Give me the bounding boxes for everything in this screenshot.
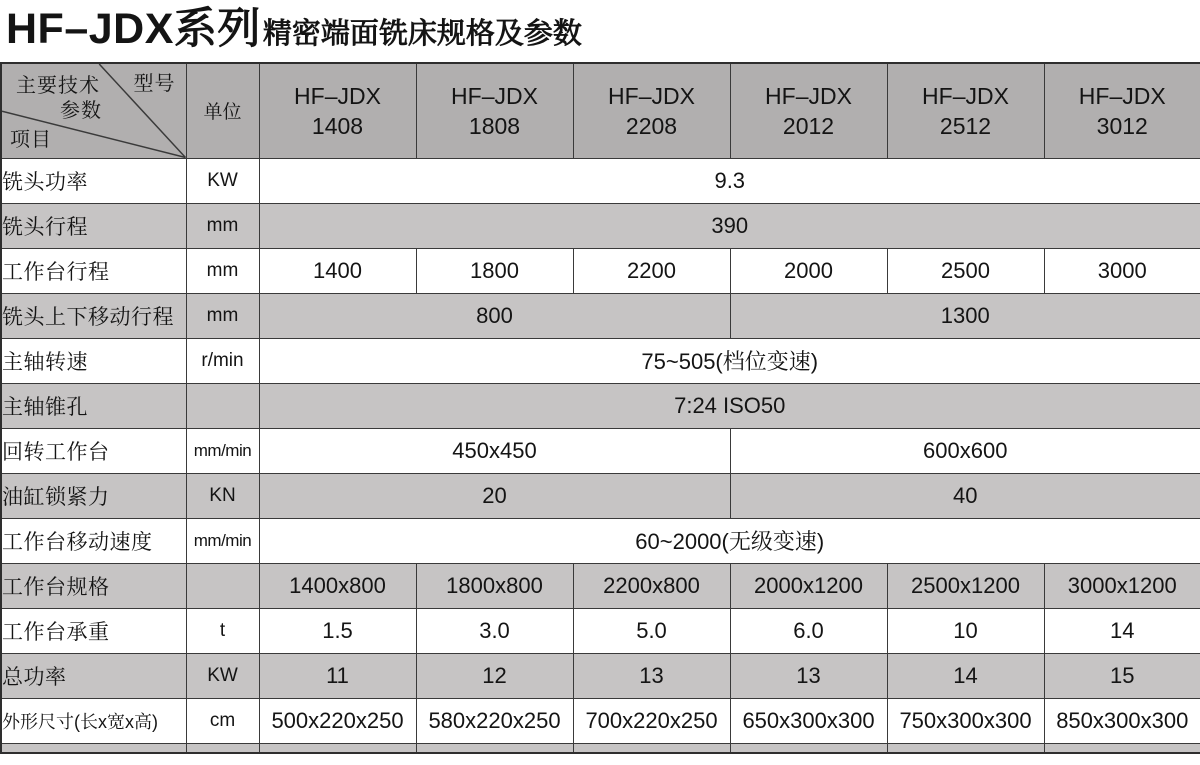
value-cell: 2200x800: [573, 563, 730, 608]
unit-cell: t: [186, 608, 259, 653]
value-cell: 390: [259, 203, 1200, 248]
table-row-rotary-table: [1, 428, 1200, 473]
model-name: HF–JDX: [1078, 82, 1166, 109]
unit-cell: mm: [186, 293, 259, 338]
model-header-1808: [416, 63, 573, 158]
row-label: 工作台规格: [1, 563, 186, 608]
cutoff-cell: [186, 743, 259, 753]
unit-cell: [186, 383, 259, 428]
row-label: 工作台承重: [1, 608, 186, 653]
row-label: 工作台移动速度: [1, 518, 186, 563]
value-cell: 12: [416, 653, 573, 698]
page-subtitle: 精密端面铣床规格及参数: [262, 18, 582, 50]
value-cell: 1.5: [259, 608, 416, 653]
cutoff-cell: [730, 743, 887, 753]
cutoff-cell: [1044, 743, 1200, 753]
unit-cell: mm: [186, 203, 259, 248]
value-cell: 9.3: [259, 158, 1200, 203]
value-cell: 2000x1200: [730, 563, 887, 608]
row-label: 铣头行程: [1, 203, 186, 248]
unit-cell: KN: [186, 473, 259, 518]
model-header-1408: [259, 63, 416, 158]
model-name: HF–JDX: [451, 82, 538, 109]
model-name: HF–JDX: [608, 82, 695, 109]
page-title-bar: [6, 0, 582, 60]
value-cell: 60~2000(无级变速): [259, 518, 1200, 563]
value-cell: 20: [259, 473, 730, 518]
value-cell: 850x300x300: [1044, 698, 1200, 743]
value-cell: 580x220x250: [416, 698, 573, 743]
unit-cell: mm/min: [186, 428, 259, 473]
table-row-spindle-speed: [1, 338, 1200, 383]
corner-label-tech-params-2: 参数: [60, 100, 102, 122]
table-row-table-feed-speed: [1, 518, 1200, 563]
model-code: 1408: [311, 112, 364, 139]
value-cell: 1400: [259, 248, 416, 293]
value-cell: 2500x1200: [887, 563, 1044, 608]
unit-column-header: 单位: [186, 63, 259, 158]
model-name: HF–JDX: [765, 82, 852, 109]
model-header-2512: [887, 63, 1044, 158]
unit-cell: KW: [186, 158, 259, 203]
value-cell: 10: [887, 608, 1044, 653]
cutoff-cell: [573, 743, 730, 753]
unit-cell: [186, 563, 259, 608]
value-cell: 3000x1200: [1044, 563, 1200, 608]
value-cell: 750x300x300: [887, 698, 1044, 743]
table-row-overall-dimensions: [1, 698, 1200, 743]
value-cell: 2000: [730, 248, 887, 293]
row-label: 外形尺寸(长x宽x高): [1, 698, 186, 743]
unit-cell: mm/min: [186, 518, 259, 563]
value-cell: 600x600: [730, 428, 1200, 473]
value-cell: 700x220x250: [573, 698, 730, 743]
corner-label-tech-params-1: 主要技术: [16, 75, 100, 97]
row-label: 回转工作台: [1, 428, 186, 473]
model-header-2012: [730, 63, 887, 158]
value-cell: 6.0: [730, 608, 887, 653]
value-cell: 13: [730, 653, 887, 698]
table-row-milling-head-travel: [1, 203, 1200, 248]
value-cell: 1400x800: [259, 563, 416, 608]
value-cell: 1800x800: [416, 563, 573, 608]
cutoff-cell: [416, 743, 573, 753]
model-code: 2012: [782, 112, 835, 139]
page-title: HF–JDX系列: [6, 5, 261, 53]
value-cell: 15: [1044, 653, 1200, 698]
row-label: 铣头上下移动行程: [1, 293, 186, 338]
value-cell: 1800: [416, 248, 573, 293]
row-label: 主轴锥孔: [1, 383, 186, 428]
value-cell: 650x300x300: [730, 698, 887, 743]
spec-table: [0, 62, 1200, 754]
table-row-head-vertical-travel: [1, 293, 1200, 338]
unit-cell: mm: [186, 248, 259, 293]
model-code: 2512: [939, 112, 992, 139]
value-cell: 3.0: [416, 608, 573, 653]
value-cell: 450x450: [259, 428, 730, 473]
row-label: 主轴转速: [1, 338, 186, 383]
value-cell: 3000: [1044, 248, 1200, 293]
row-label: 工作台行程: [1, 248, 186, 293]
model-header-2208: [573, 63, 730, 158]
spec-table-container: [0, 62, 1200, 754]
value-cell: 1300: [730, 293, 1200, 338]
value-cell: 11: [259, 653, 416, 698]
value-cell: 2500: [887, 248, 1044, 293]
table-header-row: [1, 63, 1200, 158]
table-row-cylinder-clamping-force: [1, 473, 1200, 518]
row-label: 油缸锁紧力: [1, 473, 186, 518]
value-cell: 500x220x250: [259, 698, 416, 743]
value-cell: 2200: [573, 248, 730, 293]
table-row-table-size: [1, 563, 1200, 608]
value-cell: 14: [887, 653, 1044, 698]
model-code: 3012: [1096, 112, 1148, 139]
unit-cell: KW: [186, 653, 259, 698]
table-row-milling-head-power: [1, 158, 1200, 203]
value-cell: 7:24 ISO50: [259, 383, 1200, 428]
table-row-table-load-capacity: [1, 608, 1200, 653]
model-code: 1808: [468, 112, 521, 139]
table-row-spindle-taper: [1, 383, 1200, 428]
table-row-total-power: [1, 653, 1200, 698]
row-label: 总功率: [1, 653, 186, 698]
model-name: HF–JDX: [294, 82, 381, 109]
value-cell: 800: [259, 293, 730, 338]
table-row-table-travel: [1, 248, 1200, 293]
table-row-cutoff: [1, 743, 1200, 753]
unit-cell: cm: [186, 698, 259, 743]
model-header-3012: [1044, 63, 1200, 158]
value-cell: 5.0: [573, 608, 730, 653]
cutoff-cell: [1, 743, 186, 753]
model-name: HF–JDX: [922, 82, 1009, 109]
value-cell: 40: [730, 473, 1200, 518]
model-code: 2208: [625, 112, 678, 139]
row-label: 铣头功率: [1, 158, 186, 203]
cutoff-cell: [887, 743, 1044, 753]
value-cell: 75~505(档位变速): [259, 338, 1200, 383]
cutoff-cell: [259, 743, 416, 753]
unit-cell: r/min: [186, 338, 259, 383]
corner-label-item: 项目: [10, 128, 52, 151]
corner-label-model: 型号: [133, 73, 176, 95]
corner-cell: [1, 63, 186, 158]
value-cell: 14: [1044, 608, 1200, 653]
value-cell: 13: [573, 653, 730, 698]
